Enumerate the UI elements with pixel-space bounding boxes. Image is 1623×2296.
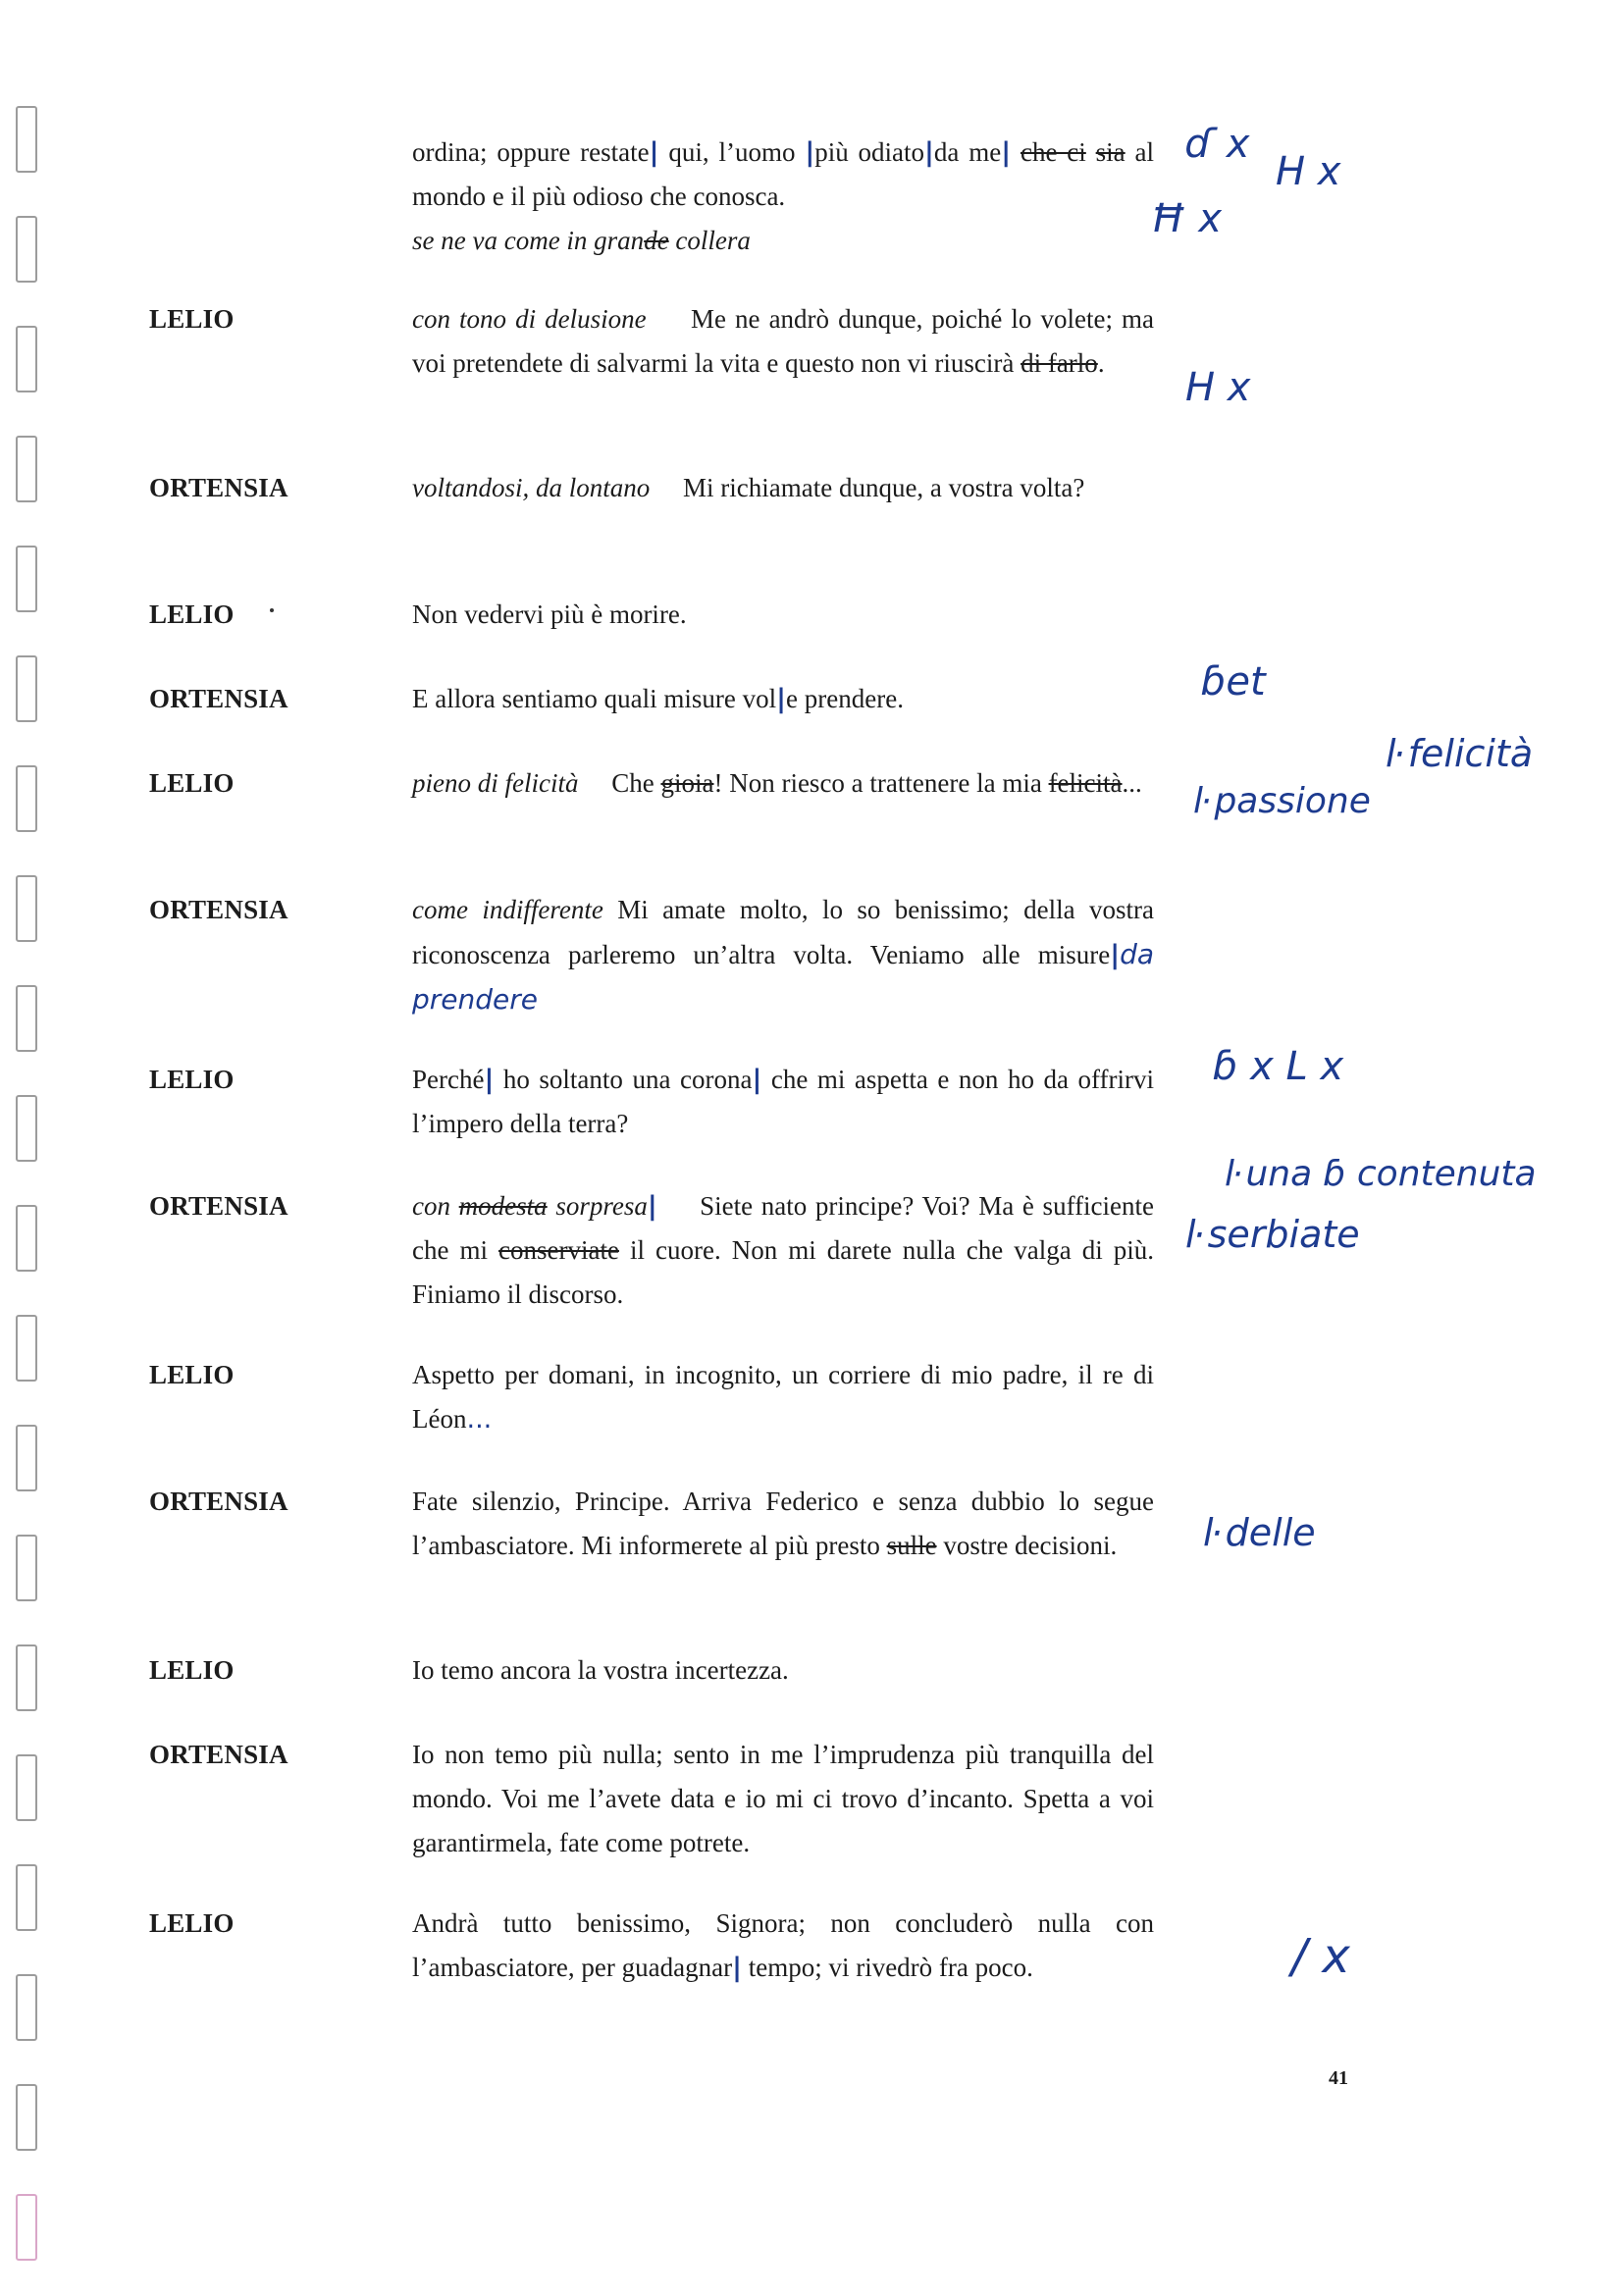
binder-ring	[16, 765, 37, 832]
speaker-label: ORTENSIA	[149, 1740, 288, 1769]
speaker-label: LELIO	[149, 304, 235, 334]
margin-note: / x	[1291, 1929, 1350, 1984]
binder-ring	[16, 655, 37, 722]
inserted-handwriting: da prendere	[412, 938, 1154, 1016]
stray-dot	[270, 608, 274, 612]
dialogue-line: Perché| ho soltanto una corona| che mi aspetta e non ho da offrirvi l’impero della terra?	[412, 1065, 1154, 1138]
binder-ring	[16, 1205, 37, 1272]
binder-ring	[16, 2194, 37, 2261]
dialogue-line: con modesta sorpresa| Siete nato principe? Voi? Ma è sufficiente che mi conserviate il cuore. Non mi darete nulla che valga di più. Finiamo il discorso.	[412, 1191, 1155, 1309]
page-number: 41	[1329, 2067, 1348, 2089]
margin-note: Ħ x	[1150, 196, 1223, 241]
dialogue-line: Non vedervi più è morire.	[412, 600, 687, 629]
dialogue-line: E allora sentiamo quali misure vol|e prendere.	[412, 684, 904, 714]
dialogue-line: come indifferente Mi amate molto, lo so benissimo; della vostra riconoscenza parleremo un’altra volta. Veniamo alle misure|da prendere	[412, 895, 1154, 1016]
binder-ring	[16, 106, 37, 173]
margin-note: ŀ felicità	[1386, 732, 1534, 775]
opening-text: ordina; oppure restate| qui, l’uomo |più odiato|da me| che ci sia al mondo e il più odioso che conosca. se ne va come in grande collera	[412, 137, 1154, 255]
dialogue-line: Aspetto per domani, in incognito, un corriere di mio padre, il re di Léon...	[412, 1360, 1154, 1435]
margin-note: ɓet	[1201, 659, 1266, 704]
speaker-label: LELIO	[149, 1908, 235, 1938]
binder-ring	[16, 1644, 37, 1711]
dialogue-line: Fate silenzio, Principe. Arriva Federico e senza dubbio lo segue l’ambasciatore. Mi informerete al più presto sulle vostre decisioni.	[412, 1487, 1154, 1560]
margin-note: ŀ serbiate	[1185, 1213, 1360, 1256]
dialogue-line: voltandosi, da lontano Mi richiamate dunque, a vostra volta?	[412, 473, 1085, 502]
binder-ring	[16, 546, 37, 612]
speaker-label: ORTENSIA	[149, 1487, 288, 1516]
binder-ring	[16, 1864, 37, 1931]
binder-ring	[16, 2084, 37, 2151]
margin-note: ɓ x L x	[1213, 1044, 1344, 1089]
speaker-label: ORTENSIA	[149, 684, 288, 713]
dialogue-line: pieno di felicità Che gioia! Non riesco a trattenere la mia felicità...	[412, 768, 1142, 798]
binder-ring	[16, 1535, 37, 1601]
binder-ring	[16, 1425, 37, 1491]
binder-ring	[16, 1315, 37, 1382]
margin-note: ɗ x	[1185, 122, 1250, 167]
speaker-label: LELIO	[149, 1065, 235, 1094]
binder-ring	[16, 1754, 37, 1821]
speaker-label: LELIO	[149, 768, 235, 798]
speaker-label: ORTENSIA	[149, 473, 288, 502]
speaker-label: ORTENSIA	[149, 1191, 288, 1221]
speaker-label: ORTENSIA	[149, 895, 288, 924]
binder-ring	[16, 985, 37, 1052]
speaker-label: LELIO	[149, 1655, 235, 1685]
margin-note: H x	[1185, 365, 1251, 410]
binder-ring	[16, 875, 37, 942]
binder-ring	[16, 1974, 37, 2041]
margin-note: ŀ passione	[1193, 781, 1371, 821]
dialogue-line: Io non temo più nulla; sento in me l’imprudenza più tranquilla del mondo. Voi me l’avete data e io mi ci trovo d’incanto. Spetta a voi garantirmela, fate come potrete.	[412, 1740, 1154, 1857]
margin-note: H x	[1276, 149, 1341, 194]
binder-ring	[16, 1095, 37, 1162]
dialogue-line: con tono di delusione Me ne andrò dunque, poiché lo volete; ma voi pretendete di salvarmi la vita e questo non vi riuscirà di farlo.	[412, 304, 1155, 378]
margin-note: ŀ delle	[1203, 1511, 1316, 1554]
speaker-label: LELIO	[149, 1360, 235, 1389]
binder-ring	[16, 326, 37, 392]
margin-note: ŀ una ɓ contenuta	[1225, 1154, 1537, 1194]
dialogue-line: Andrà tutto benissimo, Signora; non concluderò nulla con l’ambasciatore, per guadagnar| tempo; vi rivedrò fra poco.	[412, 1908, 1154, 1983]
speaker-label: LELIO	[149, 600, 235, 629]
dialogue-line: Io temo ancora la vostra incertezza.	[412, 1655, 789, 1685]
binder-ring	[16, 436, 37, 502]
binder-ring	[16, 216, 37, 283]
